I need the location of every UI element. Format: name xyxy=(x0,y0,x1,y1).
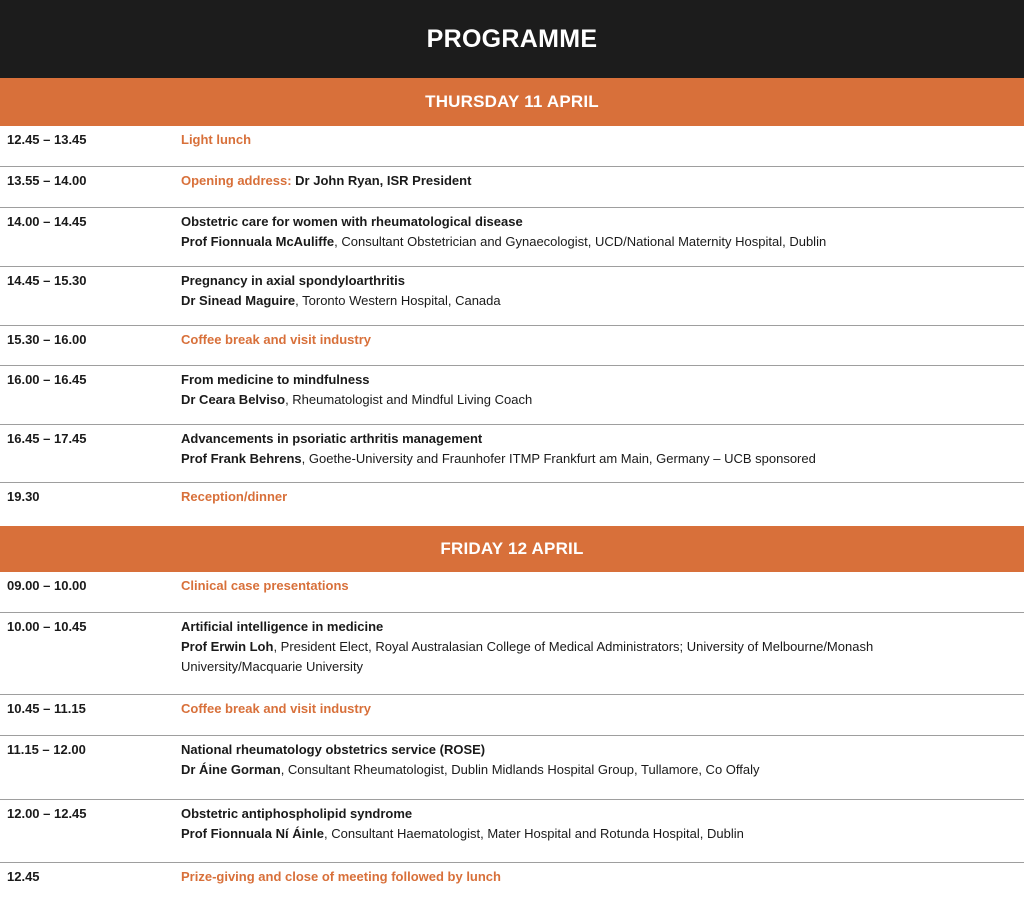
session-list-thursday xyxy=(0,126,1024,523)
session-row xyxy=(0,736,1024,800)
talk-title: Advancements in psoriatic arthritis management xyxy=(181,431,483,446)
session-time: 10.00 – 10.45 xyxy=(7,619,87,634)
speaker-name: Dr Áine Gorman xyxy=(181,762,281,777)
talk-title: National rheumatology obstetrics service (ROSE) xyxy=(181,742,486,757)
session-content xyxy=(181,370,984,410)
speaker-line xyxy=(181,232,984,252)
session-extra: Dr John Ryan, ISR President xyxy=(295,173,472,188)
speaker-line xyxy=(181,637,984,677)
session-highlight: Coffee break and visit industry xyxy=(181,332,371,347)
session-highlight: Light lunch xyxy=(181,132,252,147)
speaker-affiliation: , Goethe-University and Fraunhofer ITMP Frankfurt am Main, Germany – UCB sponsored xyxy=(301,451,816,466)
session-content xyxy=(181,867,984,887)
session-time: 15.30 – 16.00 xyxy=(7,332,87,347)
session-highlight: Opening address: xyxy=(181,173,292,188)
speaker-name: Dr Ceara Belviso xyxy=(181,392,286,407)
speaker-affiliation: , Consultant Rheumatologist, Dublin Midlands Hospital Group, Tullamore, Co Offaly xyxy=(280,762,760,777)
speaker-line xyxy=(181,824,984,844)
talk-title: Pregnancy in axial spondyloarthritis xyxy=(181,273,405,288)
session-time: 11.15 – 12.00 xyxy=(7,742,86,757)
speaker-name: Prof Erwin Loh xyxy=(181,639,274,654)
session-content xyxy=(181,429,984,469)
session-content xyxy=(181,804,984,844)
session-content xyxy=(181,617,984,677)
speaker-name: Prof Fionnuala McAuliffe xyxy=(181,234,335,249)
speaker-name: Prof Frank Behrens xyxy=(181,451,302,466)
session-row xyxy=(0,863,1024,903)
session-time: 12.45 xyxy=(7,869,40,884)
day-header-friday xyxy=(0,526,1024,572)
day-header-thursday xyxy=(0,78,1024,126)
session-content xyxy=(181,271,984,311)
session-content xyxy=(181,171,984,191)
day-label: THURSDAY 11 APRIL xyxy=(425,92,599,111)
session-time: 16.00 – 16.45 xyxy=(7,372,87,387)
session-time: 12.45 – 13.45 xyxy=(7,132,87,147)
speaker-line xyxy=(181,291,984,311)
session-row xyxy=(0,167,1024,208)
session-content xyxy=(181,330,984,350)
speaker-affiliation: , Rheumatologist and Mindful Living Coach xyxy=(285,392,533,407)
day-label: FRIDAY 12 APRIL xyxy=(440,539,584,558)
session-row xyxy=(0,572,1024,613)
session-row xyxy=(0,425,1024,483)
speaker-line xyxy=(181,760,984,780)
session-row xyxy=(0,208,1024,267)
session-time: 19.30 xyxy=(7,489,40,504)
session-time: 13.55 – 14.00 xyxy=(7,173,87,188)
speaker-affiliation: , Consultant Obstetrician and Gynaecologist, UCD/National Maternity Hospital, Dublin xyxy=(334,234,827,249)
session-time: 12.00 – 12.45 xyxy=(7,806,87,821)
session-time: 09.00 – 10.00 xyxy=(7,578,87,593)
speaker-line xyxy=(181,449,984,469)
page-title: PROGRAMME xyxy=(426,24,598,53)
talk-title: From medicine to mindfulness xyxy=(181,372,370,387)
session-row xyxy=(0,483,1024,523)
session-content xyxy=(181,130,984,150)
speaker-affiliation: , Consultant Haematologist, Mater Hospital and Rotunda Hospital, Dublin xyxy=(324,826,744,841)
session-content xyxy=(181,740,984,780)
session-content xyxy=(181,487,984,507)
session-row xyxy=(0,366,1024,425)
speaker-affiliation: , President Elect, Royal Australasian College of Medical Administrators; University of Melbourne/Monash University/Macquarie University xyxy=(181,639,874,674)
session-list-friday xyxy=(0,572,1024,903)
session-row xyxy=(0,613,1024,695)
session-content xyxy=(181,212,984,252)
session-content xyxy=(181,699,984,719)
talk-title: Obstetric care for women with rheumatological disease xyxy=(181,214,523,229)
session-row xyxy=(0,126,1024,167)
speaker-line xyxy=(181,390,984,410)
session-highlight: Coffee break and visit industry xyxy=(181,701,371,716)
session-time: 14.00 – 14.45 xyxy=(7,214,87,229)
talk-title: Obstetric antiphospholipid syndrome xyxy=(181,806,413,821)
session-row xyxy=(0,800,1024,863)
session-time: 14.45 – 15.30 xyxy=(7,273,87,288)
session-row xyxy=(0,267,1024,326)
speaker-affiliation: , Toronto Western Hospital, Canada xyxy=(295,293,501,308)
speaker-name: Dr Sinead Maguire xyxy=(181,293,296,308)
session-row xyxy=(0,326,1024,366)
talk-title: Artificial intelligence in medicine xyxy=(181,619,384,634)
session-highlight: Reception/dinner xyxy=(181,489,288,504)
session-highlight: Clinical case presentations xyxy=(181,578,349,593)
session-time: 16.45 – 17.45 xyxy=(7,431,87,446)
programme-header xyxy=(0,0,1024,78)
session-highlight: Prize-giving and close of meeting followed by lunch xyxy=(181,869,501,884)
session-row xyxy=(0,695,1024,736)
session-time: 10.45 – 11.15 xyxy=(7,701,86,716)
speaker-name: Prof Fionnuala Ní Áinle xyxy=(181,826,325,841)
session-content xyxy=(181,576,984,596)
